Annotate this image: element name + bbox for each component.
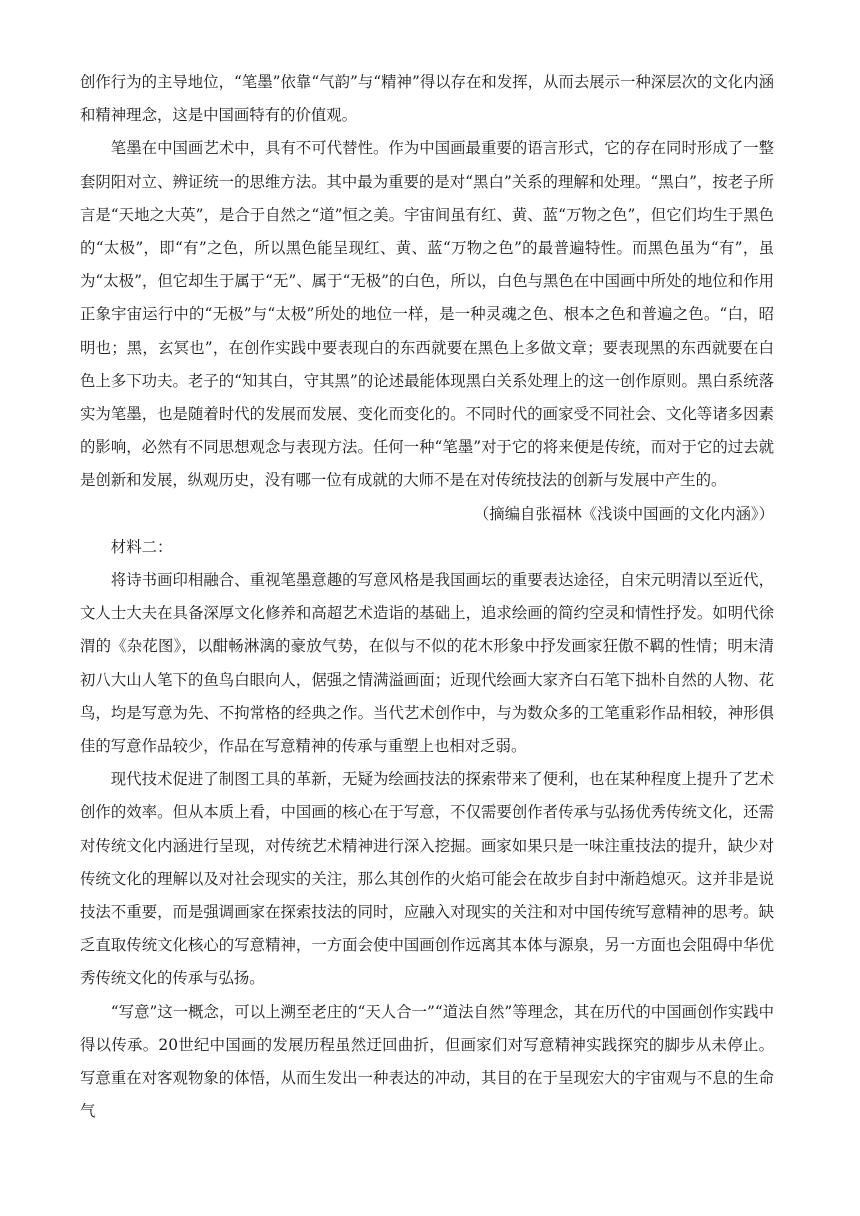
paragraph-continued: 创作行为的主导地位，“笔墨”依靠“气韵”与“精神”得以存在和发挥，从而去展示一种深层次的文化内涵和精神理念，这是中国画特有的价值观。 <box>80 73 774 125</box>
paragraph-freehand-style: 将诗书画印相融合、重视笔墨意趣的写意风格是我国画坛的重要表达途径，自宋元明清以至近代，文人士大夫在具备深厚文化修养和高超艺术造诣的基础上，追求绘画的简约空灵和情性抒发。如明代徐渭的《杂花图》，以酣畅淋漓的豪放气势，在似与不似的花木形象中抒发画家狂傲不羁的性情；明末清初八大山人笔下的鱼鸟白眼向人，倨强之情满溢画面；近现代绘画大家齐白石笔下拙朴自然的人物、花鸟，均是写意为先、不拘常格的经典之作。当代艺术创作中，与为数众多的工笔重彩作品相较，神形俱佳的写意作品较少，作品在写意精神的传承与重塑上也相对乏弱。 <box>80 571 774 756</box>
material-two-heading: 材料二： <box>110 537 173 556</box>
paragraph-xieyi-concept: “写意”这一概念，可以上溯至老庄的“天人合一”“道法自然”等理念，其在历代的中国画创作实践中得以传承。20世纪中国画的发展历程虽然迂回曲折，但画家们对写意精神实践探究的脚步从未停止。写意重在对客观物象的体悟，从而生发出一种表达的冲动，其目的在于呈现宏大的宇宙观与不息的生命气 <box>80 1002 774 1121</box>
paragraph-brush-ink: 笔墨在中国画艺术中，具有不可代替性。作为中国画最重要的语言形式，它的存在同时形成了一整套阴阳对立、辨证统一的思维方法。其中最为重要的是对“黑白”关系的理解和处理。“黑白”，按老子所言是“天地之大英”，是合于自然之“道”恒之美。宇宙间虽有红、黄、蓝“万物之色”，但它们均生于黑色的“太极”，即“有”之色，所以黑色能呈现红、黄、蓝“万物之色”的最普遍特性。而黑色虽为“有”，虽为“太极”，但它却生于属于“无”、属于“无极”的白色，所以，白色与黑色在中国画中所处的地位和作用正象宇宙运行中的“无极”与“太极”所处的地位一样，是一种灵魂之色、根本之色和普遍之色。“白，昭明也；黑，玄冥也”，在创作实践中要表现白的东西就要在黑色上多做文章；要表现黑的东西就要在白色上多下功夫。老子的“知其白，守其黑”的论述最能体现黑白关系处理上的这一创作原则。黑白系统落实为笔墨，也是随着时代的发展而发展、变化而变化的。不同时代的画家受不同社会、文化等诸多因素的影响，必然有不同思想观念与表现方法。任何一种“笔墨”对于它的将来便是传统，而对于它的过去就是创新和发展，纵观历史，没有哪一位有成就的大师不是在对传统技法的创新与发展中产生的。 <box>80 139 774 490</box>
source-citation: （摘编自张福林《浅谈中国画的文化内涵》） <box>473 504 774 523</box>
paragraph-modern-technology: 现代技术促进了制图工具的革新，无疑为绘画技法的探索带来了便利，也在某种程度上提升了艺术创作的效率。但从本质上看，中国画的核心在于写意，不仅需要创作者传承与弘扬优秀传统文化，还需对传统文化内涵进行呈现，对传统艺术精神进行深入挖掘。画家如果只是一味注重技法的提升，缺少对传统文化的理解以及对社会现实的关注，那么其创作的火焰可能会在故步自封中渐趋熄灭。这并非是说技法不重要，而是强调画家在探索技法的同时，应融入对现实的关注和对中国传统写意精神的思考。缺乏直取传统文化核心的写意精神，一方面会使中国画创作远离其本体与源泉，另一方面也会阻碍中华优秀传统文化的传承与弘扬。 <box>80 770 774 988</box>
document-page <box>80 66 774 1129</box>
